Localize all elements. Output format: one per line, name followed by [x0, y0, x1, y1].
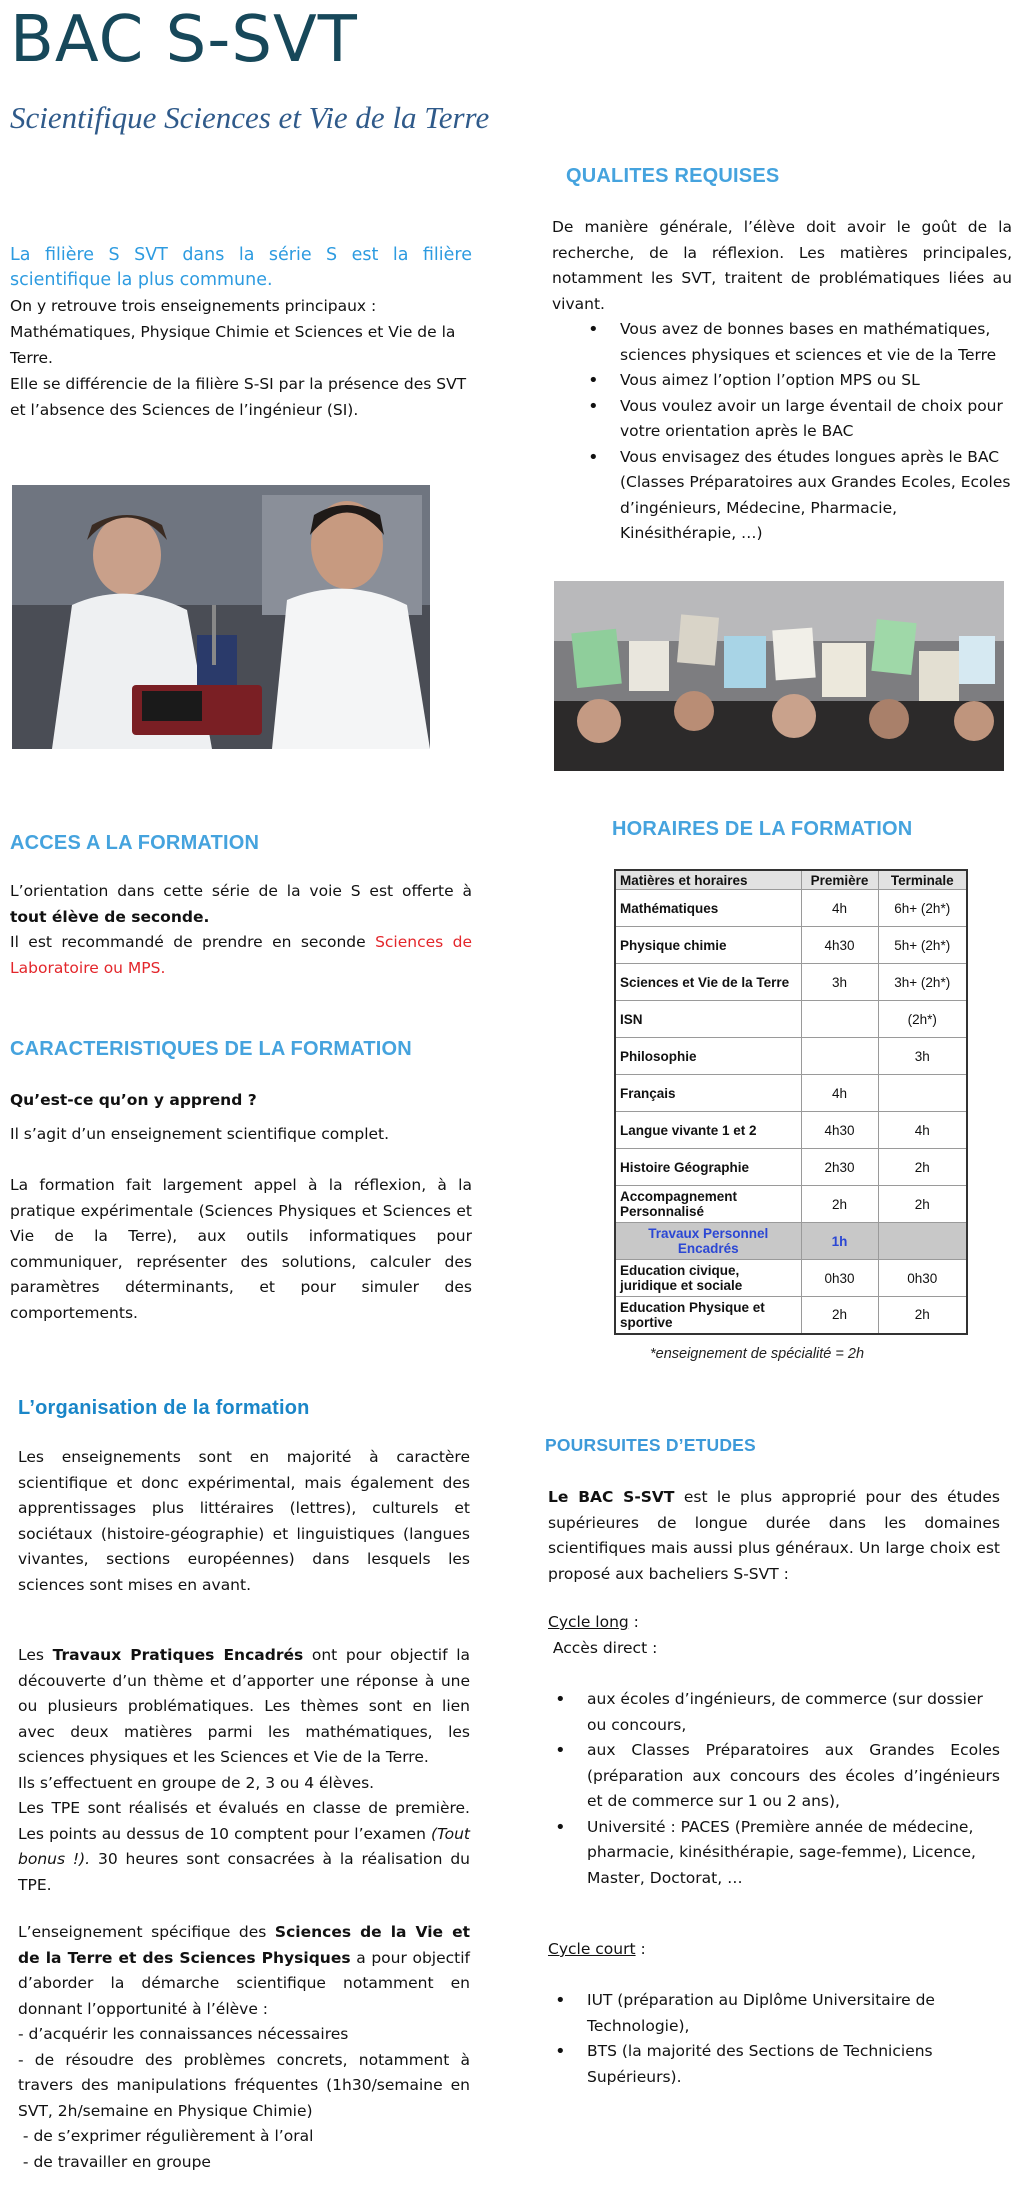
table-cell: [878, 1075, 967, 1112]
table-cell: 0h30: [801, 1260, 878, 1297]
poursuites-text: est le plus approprié pour des études supérieures de longue durée dans les domaines scientifiques mais aussi plus généraux. Un large choix est proposé aux bacheliers S-SVT :: [548, 1488, 1001, 1583]
table-cell: 3h+ (2h*): [878, 964, 967, 1001]
cycle-long-item: • Université : PACES (Première année de médecine, pharmacie, kinésithérapie, sage-femme), Licence, Master, Doctorat, …: [535, 1815, 1000, 1892]
caracteristiques-heading: CARACTERISTIQUES DE LA FORMATION: [10, 1038, 412, 1060]
tpe-text: Les: [18, 1646, 53, 1664]
intro-paragraph-2: Elle se différencie de la filière S-SI par la présence des SVT et l’absence des Sciences de l’ingénieur (SI).: [10, 375, 467, 419]
cycle-long-item: • aux Classes Préparatoires aux Grandes Ecoles (préparation aux concours des écoles d’ingénieurs et de commerce sur 1 ou 2 ans),: [535, 1738, 1000, 1815]
cycle-long-item: • aux écoles d’ingénieurs, de commerce (sur dossier ou concours,: [535, 1687, 1000, 1738]
acces-recommend-red: Sciences de Laboratoire ou MPS.: [10, 933, 473, 977]
table-cell: ISN: [615, 1001, 801, 1038]
table-cell: Education Physique et sportive: [615, 1297, 801, 1334]
table-header-cell: Matières et horaires: [615, 870, 801, 890]
intro-paragraph-1: On y retrouve trois enseignements principaux : Mathématiques, Physique Chimie et Sciences et Vie de la Terre.: [10, 297, 456, 367]
table-cell: 3h: [878, 1038, 967, 1075]
poursuites-heading: POURSUITES D’ETUDES: [545, 1435, 756, 1455]
table-cell: Langue vivante 1 et 2: [615, 1112, 801, 1149]
cycle-court-title: Cycle court: [548, 1940, 636, 1958]
qualites-heading: QUALITES REQUISES: [566, 165, 780, 187]
table-cell: 4h30: [801, 1112, 878, 1149]
table-row: [615, 890, 967, 927]
spec-item: - de s’exprimer régulièrement à l’oral: [18, 2127, 314, 2145]
table-row: [615, 1186, 967, 1223]
table-cell: 1h: [801, 1223, 878, 1260]
table-row: [615, 964, 967, 1001]
tpe-groups: Ils s’effectuent en groupe de 2, 3 ou 4 élèves.: [18, 1773, 375, 1792]
tpe-bold: Travaux Pratiques Encadrés: [52, 1646, 304, 1664]
tpe-eval-hours: 30 heures sont consacrées à la réalisation du TPE.: [18, 1850, 470, 1894]
cycle-court-colon: :: [635, 1940, 646, 1958]
acces-text: L’orientation dans cette série de la voie S est offerte à: [10, 882, 472, 900]
table-row-highlighted: [615, 1223, 967, 1260]
organisation-paragraph: Les enseignements sont en majorité à caractère scientifique et donc expérimental, mais également des apprentissages plus littéraires (lettres), culturels et sociétaux (histoire-géographie) et linguistiques (langues vivantes, sections européennes) dans lesquels les sciences sont mises en avant.: [18, 1448, 470, 1594]
poursuites-bold: Le BAC S-SVT: [548, 1488, 675, 1506]
table-row: [615, 1112, 967, 1149]
spec-text-rest: a pour objectif d’aborder la démarche scientifique notamment en donnant l’opportunité à l’élève :: [18, 1948, 470, 2018]
table-row: [615, 1001, 967, 1038]
acces-recommend-text: Il est recommandé de prendre en seconde: [10, 933, 376, 951]
cycle-long-list: [535, 1687, 1000, 1891]
table-cell: Accompagnement Personnalisé: [615, 1186, 801, 1223]
table-cell: Travaux Personnel Encadrés: [615, 1223, 801, 1260]
horaires-table: [614, 869, 968, 1335]
qualites-paragraph: De manière générale, l’élève doit avoir le goût de la recherche, de la réflexion. Les matières principales, notamment les SVT, traitent de problématiques liées au vivant.: [552, 218, 1012, 313]
table-header-cell: Terminale: [878, 870, 967, 890]
qualites-item: • Vous envisagez des études longues après le BAC (Classes Préparatoires aux Grandes Ecoles, Ecoles d’ingénieurs, Médecine, Pharmacie, Kinésithérapie, …): [568, 445, 1012, 547]
spec-item: - de résoudre des problèmes concrets, notamment à travers des manipulations fréquentes (1h30/semaine en SVT, 2h/semaine en Physique Chimie): [18, 2050, 470, 2120]
table-row: [615, 1075, 967, 1112]
table-cell: 2h30: [801, 1149, 878, 1186]
table-cell: 6h+ (2h*): [878, 890, 967, 927]
organisation-heading: L’organisation de la formation: [18, 1397, 310, 1419]
caracteristiques-question: Qu’est-ce qu’on y apprend ?: [10, 1091, 257, 1109]
table-cell: 0h30: [878, 1260, 967, 1297]
table-cell: 2h: [878, 1297, 967, 1334]
tpe-evaluation: [18, 1796, 470, 1898]
page-subtitle: Scientifique Sciences et Vie de la Terre: [10, 100, 490, 135]
specifique-paragraph: [18, 1920, 470, 2175]
spec-item: - d’acquérir les connaissances nécessaires: [18, 2025, 349, 2043]
table-cell: Philosophie: [615, 1038, 801, 1075]
tpe-eval-italic: (Tout bonus !).: [18, 1824, 470, 1868]
table-row: [615, 1260, 967, 1297]
table-header-row: [615, 870, 967, 890]
table-cell: 3h: [801, 964, 878, 1001]
cycle-court-list: [535, 1988, 1000, 2090]
table-cell: (2h*): [878, 1001, 967, 1038]
table-cell: 2h: [801, 1186, 878, 1223]
poursuites-paragraph: [548, 1485, 1000, 1587]
tpe-eval-text: Les TPE sont réalisés et évalués en classe de première. Les points au dessus de 10 comptent pour l’examen: [18, 1799, 470, 1843]
table-cell: 4h: [801, 890, 878, 927]
table-cell: 2h: [801, 1297, 878, 1334]
table-row: [615, 1149, 967, 1186]
table-row: [615, 1297, 967, 1334]
qualites-item: • Vous aimez l’option l’option MPS ou SL: [568, 368, 1012, 394]
table-cell: Histoire Géographie: [615, 1149, 801, 1186]
table-cell: Education civique, juridique et sociale: [615, 1260, 801, 1297]
qualites-item: • Vous voulez avoir un large éventail de choix pour votre orientation après le BAC: [568, 394, 1012, 445]
table-cell: 2h: [878, 1186, 967, 1223]
qualites-item: • Vous avez de bonnes bases en mathématiques, sciences physiques et sciences et vie de la Terre: [568, 317, 1012, 368]
table-cell: [801, 1001, 878, 1038]
tpe-text-rest: ont pour objectif la découverte d’un thème et d’apporter une réponse à une ou plusieurs problématiques. Les thèmes sont en lien avec deux matières parmi les mathématiques, les sciences physiques et les Sciences et Vie de la Terre.: [18, 1646, 471, 1766]
table-cell: 5h+ (2h*): [878, 927, 967, 964]
table-cell: Physique chimie: [615, 927, 801, 964]
table-row: [615, 927, 967, 964]
cycle-long-colon: :: [628, 1613, 639, 1631]
table-cell: Français: [615, 1075, 801, 1112]
lab-students-photo: [12, 485, 430, 749]
cycle-long-label: [548, 1610, 639, 1636]
table-header-cell: Première: [801, 870, 878, 890]
intro-block: [10, 243, 472, 423]
table-cell: [801, 1038, 878, 1075]
acces-paragraph-2: [10, 930, 472, 981]
table-cell: 4h: [801, 1075, 878, 1112]
horaires-table-wrap: [614, 869, 968, 1335]
spec-bold: Sciences de la Vie et de la Terre et des Sciences Physiques: [18, 1923, 470, 1967]
cycle-court-item: • IUT (préparation au Diplôme Universitaire de Technologie),: [535, 1988, 1000, 2039]
tpe-paragraph: [18, 1643, 470, 1898]
table-cell: Sciences et Vie de la Terre: [615, 964, 801, 1001]
table-cell: 4h: [878, 1112, 967, 1149]
acces-bold-text: tout élève de seconde.: [10, 907, 210, 926]
horaires-note: *enseignement de spécialité = 2h: [650, 1346, 865, 1362]
acces-paragraph-1: [10, 879, 472, 930]
cycle-court-label: [548, 1937, 646, 1963]
qualites-list: [568, 317, 1012, 547]
horaires-heading: HORAIRES DE LA FORMATION: [612, 818, 913, 840]
intro-lead: La filière S SVT dans la série S est la filière scientifique la plus commune.: [10, 245, 472, 290]
table-cell: 2h: [878, 1149, 967, 1186]
cycle-long-title: Cycle long: [548, 1613, 629, 1631]
spec-text: L’enseignement spécifique des: [18, 1923, 275, 1941]
caracteristiques-paragraph-1: Il s’agit d’un enseignement scientifique complet.: [10, 1125, 390, 1143]
table-cell: 4h30: [801, 927, 878, 964]
spec-item: - de travailler en groupe: [18, 2152, 211, 2171]
table-cell: [878, 1223, 967, 1260]
acces-heading: ACCES A LA FORMATION: [10, 832, 260, 854]
cycle-court-item: • BTS (la majorité des Sections de Techniciens Supérieurs).: [535, 2039, 1000, 2090]
students-papers-photo: [554, 581, 1004, 771]
page-title: BAC S-SVT: [10, 3, 358, 77]
table-row: [615, 1038, 967, 1075]
acces-direct-label: Accès direct :: [548, 1639, 658, 1657]
caracteristiques-paragraph-2: La formation fait largement appel à la réflexion, à la pratique expérimentale (Sciences Physiques et Sciences et Vie de la Terre), aux outils informatiques pour communiquer, représenter des solutions, calculer des paramètres déterminants, et pour simuler des comportements.: [10, 1176, 472, 1322]
table-cell: Mathématiques: [615, 890, 801, 927]
